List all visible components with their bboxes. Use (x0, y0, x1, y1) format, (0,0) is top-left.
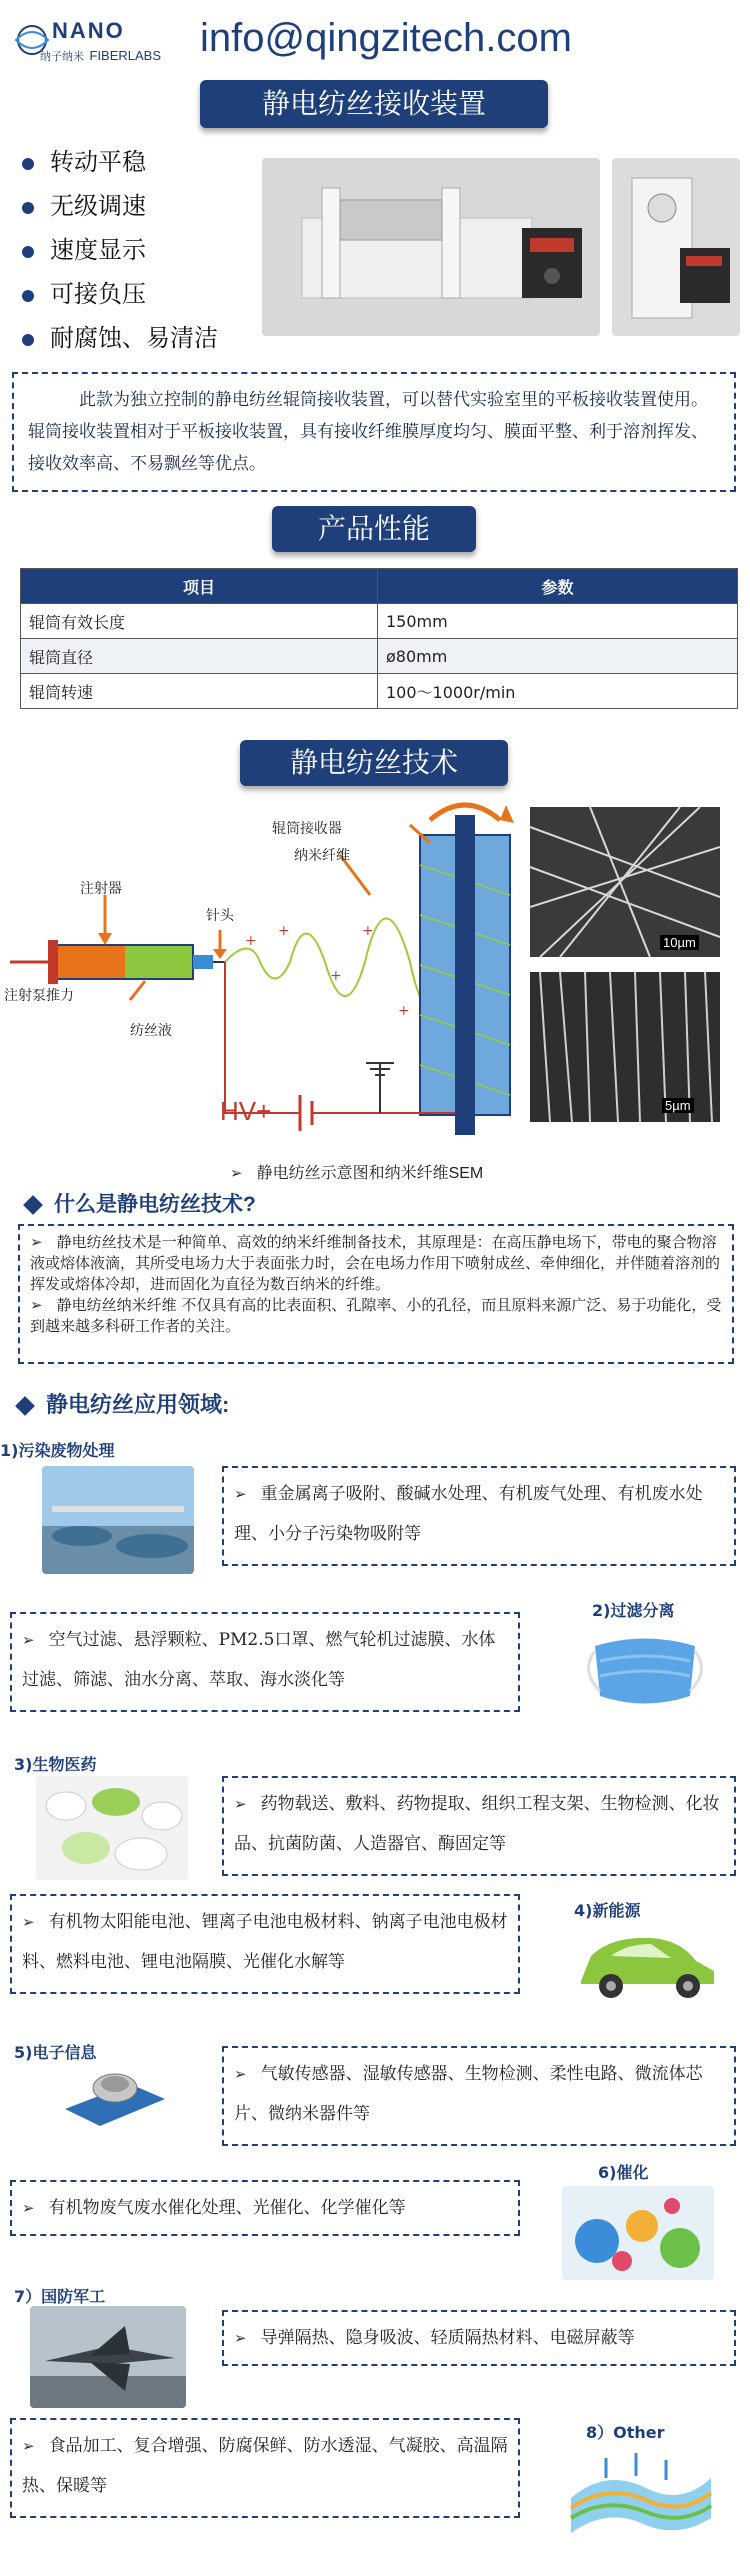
diamond-bullet-icon (15, 1396, 35, 1416)
app-box-3 (222, 1776, 736, 1876)
feature-list (22, 140, 218, 360)
app-text-1: 重金属离子吸附、酸碱水处理、有机废气处理、有机废水处理、小分子污染物吸附等 (234, 1484, 703, 1544)
bullet-dot-icon (22, 334, 34, 346)
bullet-dot-icon (22, 246, 34, 258)
app-box-6 (10, 2180, 520, 2236)
arrow-bullet-icon: ➢ (234, 2065, 247, 2083)
app-image-fabric (566, 2448, 716, 2542)
arrow-bullet-icon: ➢ (30, 1296, 43, 1314)
app-box-4 (10, 1894, 520, 1994)
app-text-4: 有机物太阳能电池、锂离子电池电极材料、钠离子电池电极材料、燃料电池、锂电池隔膜、光催化水解等 (22, 1912, 508, 1972)
intro-text: 此款为独立控制的静电纺丝辊筒接收装置，可以替代实验室里的平板接收装置使用。辊筒接收装置相对于平板接收装置，具有接收纤维膜厚度均匀、膜面平整、利于溶剂挥发、接收效率高、不易飘丝等优点。 (28, 390, 708, 474)
app-image-pills (36, 1776, 188, 1880)
app-image-catalysis (562, 2186, 714, 2280)
app-label-4: 4)新能源 (574, 1901, 641, 1920)
table-cell: ø80mm (378, 639, 738, 674)
app-label-1: 1)污染废物处理 (0, 1441, 115, 1460)
app-box-7 (222, 2310, 736, 2366)
table-cell: 150mm (378, 604, 738, 639)
app-text-5: 气敏传感器、湿敏传感器、生物检测、柔性电路、微流体芯片、微纳米器件等 (234, 2064, 703, 2124)
product-photo-side (612, 158, 740, 336)
tech-title: 静电纺丝技术 (240, 740, 508, 786)
app-text-7: 导弹隔热、隐身吸波、轻质隔热材料、电磁屏蔽等 (260, 2328, 635, 2348)
app-box-1 (222, 1466, 736, 1566)
arrow-bullet-icon: ➢ (234, 1795, 247, 1813)
feature-item: 耐腐蚀、易清洁 (22, 316, 218, 360)
app-box-2 (10, 1612, 520, 1712)
table-row (21, 674, 738, 709)
arrow-bullet-icon: ➢ (234, 1485, 247, 1503)
feature-item: 速度显示 (22, 228, 218, 272)
table-cell: 100～1000r/min (378, 674, 738, 709)
diagram-caption: ➢ 静电纺丝示意图和纳米纤维SEM (230, 1164, 484, 1182)
what-paragraph-1: ➢ 静电纺丝技术是一种简单、高效的纳米纤维制备技术，其原理是：在高压静电场下，带电的聚合物溶液或熔体液滴，其所受电场力大于表面张力时，会在电场力作用下喷射成丝、牵伸细化，并伴随着溶剂的挥发或熔体冷却，进而固化为直径为数百纳米的纤维。 (30, 1233, 721, 1293)
logo (12, 18, 162, 73)
app-label-6: 6)催化 (598, 2163, 649, 2182)
app-text-3: 药物载送、敷料、药物提取、组织工程支架、生物检测、化妆品、抗菌防菌、人造器官、酶固定等 (234, 1794, 720, 1854)
diamond-bullet-icon (23, 1196, 43, 1216)
label-hv: HV+ (220, 1096, 272, 1126)
what-title: 什么是静电纺丝技术? (18, 1188, 256, 1218)
app-image-fighter-jet (30, 2306, 186, 2408)
table-cell: 辊筒有效长度 (21, 604, 378, 639)
table-cell: 辊筒直径 (21, 639, 378, 674)
bullet-dot-icon (22, 202, 34, 214)
spec-table (20, 568, 738, 709)
arrow-bullet-icon: ➢ (22, 1913, 35, 1931)
table-cell: 辊筒转速 (21, 674, 378, 709)
spinning-solution (125, 945, 193, 979)
app-box-5 (222, 2046, 736, 2146)
app-text-8: 食品加工、复合增强、防腐保鲜、防水透湿、气凝胶、高温隔热、保暖等 (22, 2436, 508, 2496)
app-label-5: 5)电子信息 (14, 2043, 97, 2062)
table-row (21, 604, 738, 639)
svg-text:+: + (398, 1003, 410, 1019)
syringe-barrel (55, 945, 125, 979)
svg-text:+: + (362, 923, 374, 939)
performance-title: 产品性能 (272, 506, 476, 552)
table-header-row (21, 569, 738, 604)
arrow-bullet-icon: ➢ (230, 1164, 243, 1182)
table-row (21, 639, 738, 674)
table-header: 项目 (21, 569, 378, 604)
app-label-7: 7）国防军工 (14, 2287, 106, 2306)
label-receiver: 辊筒接收器 (272, 820, 342, 836)
arrow-bullet-icon: ➢ (22, 1631, 35, 1649)
app-label-3: 3)生物医药 (14, 1755, 97, 1774)
sem-scale-2: 5µm (662, 1098, 694, 1113)
product-photo-front (262, 158, 600, 336)
app-image-electric-car (566, 1926, 726, 2006)
feature-item: 无级调速 (22, 184, 218, 228)
apps-title: 静电纺丝应用领域: (10, 1388, 229, 1419)
sem-scale-1: 10µm (660, 935, 699, 950)
label-solution: 纺丝液 (130, 1022, 172, 1038)
arrow-bullet-icon: ➢ (22, 2437, 35, 2455)
bullet-dot-icon (22, 158, 34, 170)
label-needle: 针头 (206, 907, 234, 923)
arrow-bullet-icon: ➢ (22, 2199, 35, 2217)
product-title: 静电纺丝接收装置 (200, 80, 548, 128)
svg-text:+: + (330, 968, 342, 984)
app-image-water-treatment (42, 1466, 194, 1574)
app-text-6: 有机物废气废水催化处理、光催化、化学催化等 (48, 2198, 406, 2218)
logo-fiberlabs: FIBERLABS (89, 48, 162, 63)
app-label-8: 8）Other (586, 2423, 665, 2442)
intro-box (12, 372, 736, 492)
what-box (18, 1224, 734, 1364)
logo-nano: NANO (52, 18, 125, 43)
feature-item: 可接负压 (22, 272, 218, 316)
table-header: 参数 (378, 569, 738, 604)
label-pump: 注射泵推力 (4, 987, 74, 1003)
app-box-8 (10, 2418, 520, 2518)
what-paragraph-2: ➢ 静电纺丝纳米纤维 不仅具有高的比表面积、孔隙率、小的孔径，而且原料来源广泛、易于功能化，受到越来越多科研工作者的关注。 (30, 1296, 722, 1335)
app-text-2: 空气过滤、悬浮颗粒、PM2.5口罩、燃气轮机过滤膜、水体过滤、筛滤、油水分离、萃取、海水淡化等 (22, 1630, 496, 1690)
svg-text:+: + (245, 933, 257, 949)
feature-item: 转动平稳 (22, 140, 218, 184)
app-label-2: 2)过滤分离 (592, 1601, 675, 1620)
app-image-face-mask (580, 1626, 710, 1716)
logo-cn: 纳子纳米 (40, 50, 84, 63)
contact-email[interactable]: info@qingzitech.com (200, 16, 572, 60)
arrow-bullet-icon: ➢ (30, 1233, 43, 1251)
label-fiber: 纳米纤维 (294, 847, 350, 863)
bullet-dot-icon (22, 290, 34, 302)
label-syringe: 注射器 (80, 880, 122, 896)
app-image-sensor (60, 2064, 170, 2134)
arrow-bullet-icon: ➢ (234, 2329, 247, 2347)
svg-text:+: + (278, 923, 290, 939)
